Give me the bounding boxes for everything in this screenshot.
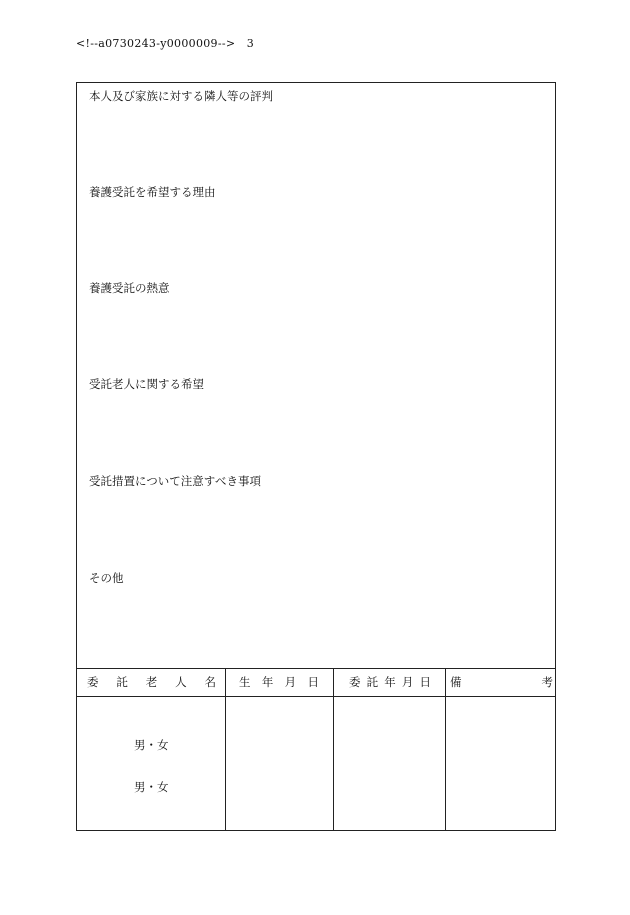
section-preferences-for-elderly: 受託老人に関する希望	[89, 377, 204, 391]
section-other: その他	[89, 571, 124, 585]
header-remarks	[445, 668, 557, 696]
section-notes-on-placement: 受託措置について注意すべき事項	[89, 474, 262, 488]
header-char: 託	[116, 675, 128, 689]
gender-option: 男・女	[134, 780, 169, 794]
gender-option: 男・女	[134, 738, 169, 752]
header-char: 託	[366, 675, 379, 689]
document-code: <!--a0730243-y0000009-->	[76, 37, 236, 50]
header-row-divider	[77, 696, 555, 697]
header-char: 老	[145, 675, 158, 689]
section-reason-for-application: 養護受託を希望する理由	[89, 185, 216, 199]
header-char: 生	[239, 675, 251, 689]
section-enthusiasm: 養護受託の熱意	[89, 281, 170, 295]
header-char: 日	[419, 675, 431, 689]
section-neighbor-reputation: 本人及び家族に対する隣人等の評判	[89, 89, 273, 103]
header-char: 名	[204, 675, 216, 689]
header-char: 委	[349, 675, 361, 689]
header-char: 考	[541, 675, 553, 689]
page-number: 3	[246, 37, 255, 50]
header-char: 委	[87, 675, 99, 689]
header-char: 年	[261, 675, 274, 689]
header-commission-date	[333, 668, 445, 696]
header-char: 月	[284, 675, 297, 689]
application-form	[76, 82, 556, 831]
header-birth-date	[225, 668, 333, 696]
document-header	[76, 37, 254, 50]
header-char: 人	[175, 675, 187, 689]
header-char: 月	[401, 675, 414, 689]
header-elderly-name	[77, 668, 225, 696]
header-char: 備	[450, 675, 462, 689]
header-char: 年	[384, 675, 396, 689]
header-char: 日	[307, 675, 319, 689]
